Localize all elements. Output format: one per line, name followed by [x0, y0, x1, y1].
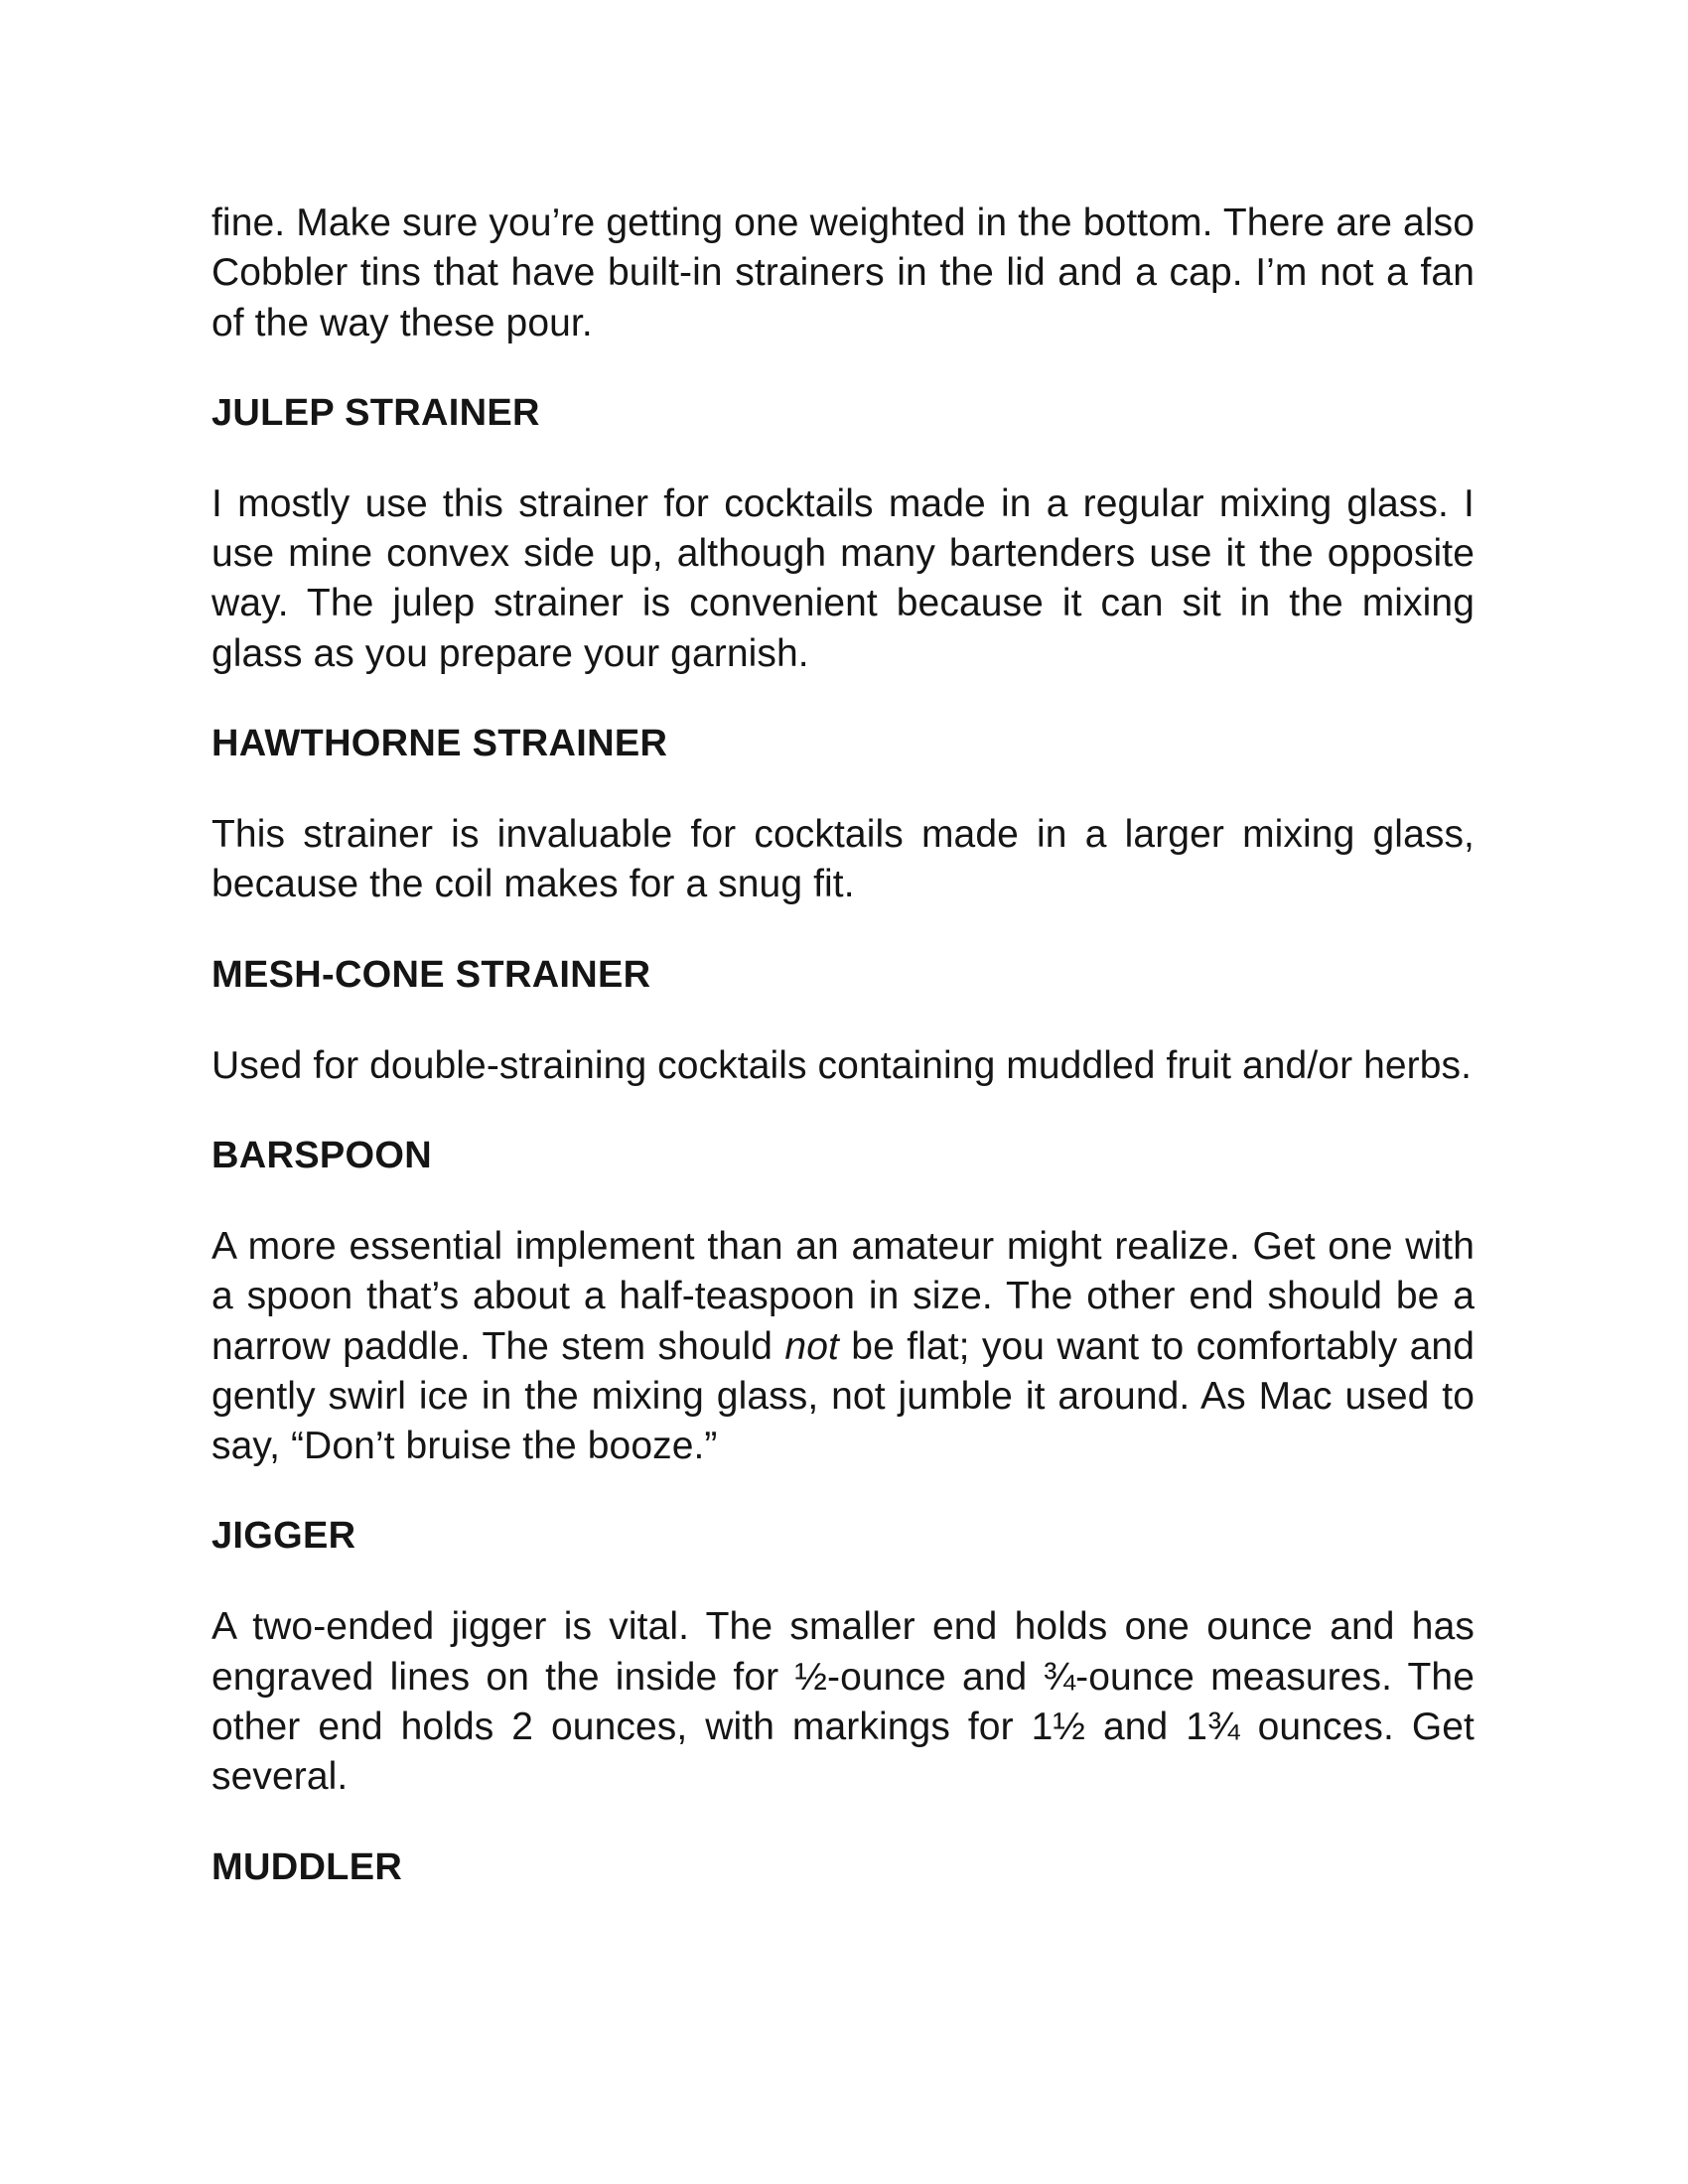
heading-jigger: JIGGER — [211, 1515, 356, 1558]
julep-strainer-paragraph: I mostly use this strainer for cocktails made in a regular mixing glass. I use mine convex side up, although many bartenders use it the opposite way. The julep strainer is convenient because it can sit in the mixing glass as you prepare your garnish. — [211, 481, 1475, 675]
intro-paragraph: fine. Make sure you’re getting one weighted in the bottom. There are also Cobbler tins that have built-in strainers in the lid and a cap. I’m not a fan of the way these pour. — [211, 202, 1475, 344]
heading-barspoon: BARSPOON — [211, 1134, 432, 1176]
jigger-paragraph: A two-ended jigger is vital. The smaller end holds one ounce and has engraved lines on the inside for ½-ounce and ¾-ounce measures. The other end holds 2 ounces, with markings for 1½ and 1¾ ounces. Get several. — [211, 1605, 1475, 1799]
heading-muddler: MUDDLER — [211, 1845, 403, 1888]
mesh-cone-strainer-paragraph: Used for double-straining cocktails containing muddled fruit and/or herbs. — [211, 1043, 1473, 1087]
barspoon-text-part2: be flat; you want to comfortably and gently swirl ice in the mixing glass, not jumble it around. As Mac used to say, “Don’t bruise the booze.” — [211, 1324, 1476, 1468]
heading-mesh-cone-strainer: MESH-CONE STRAINER — [211, 953, 651, 996]
hawthorne-strainer-paragraph: This strainer is invaluable for cocktails made in a larger mixing glass, because the coil makes for a snug fit. — [211, 813, 1475, 906]
barspoon-text-part1: A more essential implement than an amateur might realize. Get one with a spoon that’s about a half-teaspoon in size. The other end should be a narrow paddle. The stem should — [211, 1224, 1475, 1368]
heading-julep-strainer: JULEP STRAINER — [211, 391, 540, 434]
page-content — [211, 199, 1475, 1892]
barspoon-emphasis: not — [784, 1324, 839, 1368]
heading-hawthorne-strainer: HAWTHORNE STRAINER — [211, 723, 668, 765]
barspoon-paragraph — [211, 1222, 1475, 1471]
